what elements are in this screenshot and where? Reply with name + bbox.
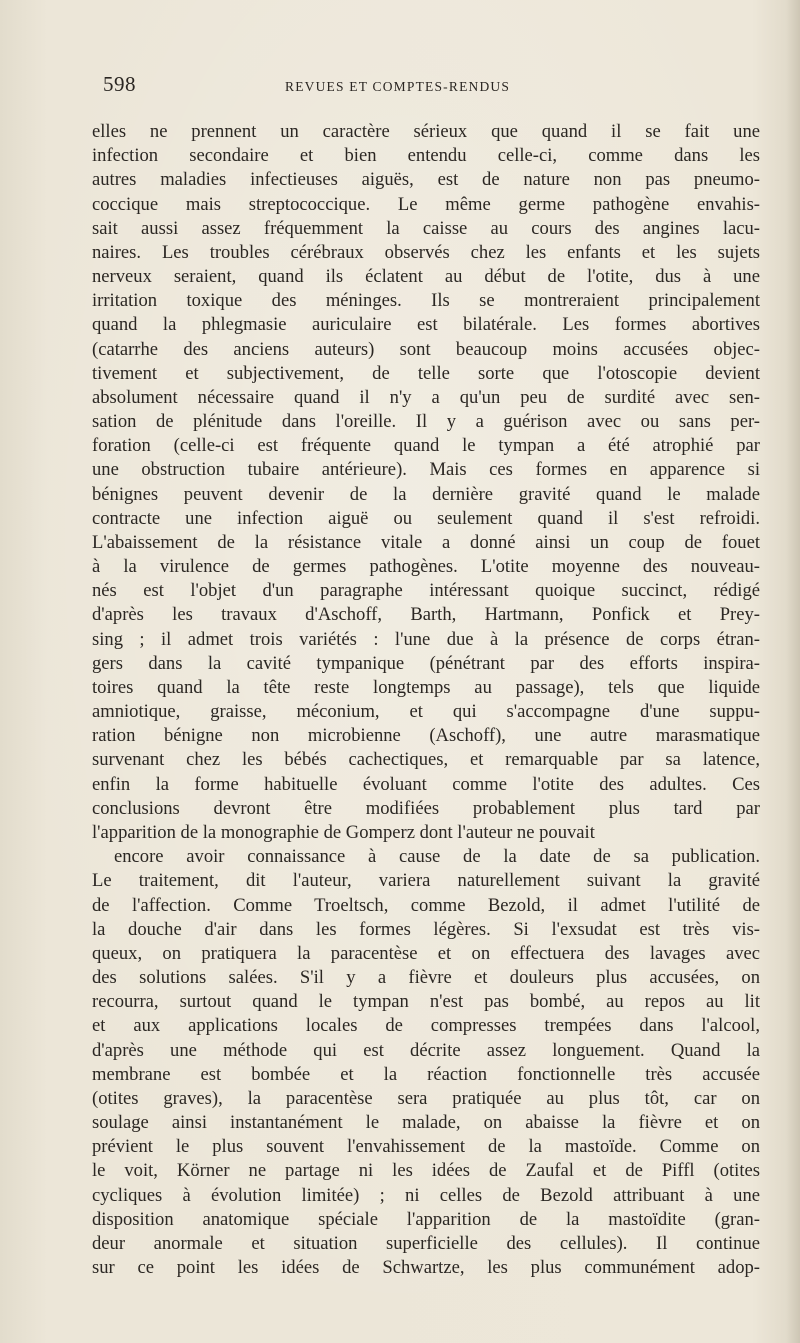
text-line: sing ; il admet trois variétés : l'une due à la présence de corps étran- bbox=[92, 628, 760, 650]
text-line: autres maladies infectieuses aiguës, est de nature non pas pneumo- bbox=[92, 169, 760, 191]
text-line: survenant chez les bébés cachectiques, et remarquable par sa latence, bbox=[92, 749, 760, 771]
body-text bbox=[92, 120, 760, 1280]
text-line: absolument nécessaire quand il n'y a qu'un peu de surdité avec sen- bbox=[92, 386, 760, 408]
text-line: quand la phlegmasie auriculaire est bilatérale. Les formes abortives bbox=[92, 314, 760, 336]
text-line: enfin la forme habituelle évoluant comme l'otite des adultes. Ces bbox=[92, 773, 760, 795]
text-line: contracte une infection aiguë ou seulement quand il s'est refroidi. bbox=[92, 507, 760, 529]
text-line: tivement et subjectivement, de telle sorte que l'otoscopie devient bbox=[92, 362, 760, 384]
page-edge-shadow bbox=[786, 0, 800, 1343]
text-line: d'après les travaux d'Aschoff, Barth, Hartmann, Ponfick et Prey- bbox=[92, 604, 760, 626]
text-line: encore avoir connaissance à cause de la date de sa publication. bbox=[114, 846, 760, 868]
text-line: conclusions devront être modifiées probablement plus tard par bbox=[92, 797, 760, 819]
text-line: queux, on pratiquera la paracentèse et on effectuera des lavages avec bbox=[92, 942, 760, 964]
text-line: (catarrhe des anciens auteurs) sont beaucoup moins accusées objec- bbox=[92, 338, 760, 360]
text-line: de l'affection. Comme Troeltsch, comme Bezold, il admet l'utilité de bbox=[92, 894, 760, 916]
page-header bbox=[103, 72, 703, 102]
text-line: nerveux seraient, quand ils éclatent au début de l'otite, dus à une bbox=[92, 266, 760, 288]
text-line: prévient le plus souvent l'envahissement de la mastoïde. Comme on bbox=[92, 1136, 760, 1158]
text-line: bénignes peuvent devenir de la dernière gravité quand le malade bbox=[92, 483, 760, 505]
text-line: elles ne prennent un caractère sérieux que quand il se fait une bbox=[92, 121, 760, 142]
text-line: toires quand la tête reste longtemps au passage), tels que liquide bbox=[92, 676, 760, 698]
text-line: (otites graves), la paracentèse sera pratiquée au plus tôt, car on bbox=[92, 1087, 760, 1109]
text-line: irritation toxique des méninges. Ils se montreraient principalement bbox=[92, 290, 760, 312]
text-line: membrane est bombée et la réaction fonctionnelle très accusée bbox=[92, 1063, 760, 1085]
text-line: cycliques à évolution limitée) ; ni celles de Bezold attribuant à une bbox=[92, 1184, 760, 1206]
text-line: L'abaissement de la résistance vitale a donné ainsi un coup de fouet bbox=[92, 531, 760, 553]
text-line: sation de plénitude dans l'oreille. Il y a guérison avec ou sans per- bbox=[92, 411, 760, 433]
text-line: amniotique, graisse, méconium, et qui s'accompagne d'une suppu- bbox=[92, 701, 760, 723]
text-line: Le traitement, dit l'auteur, variera naturellement suivant la gravité bbox=[92, 870, 760, 892]
text-line: le voit, Körner ne partage ni les idées de Zaufal et de Piffl (otites bbox=[92, 1160, 760, 1182]
text-line: gers dans la cavité tympanique (pénétrant par des efforts inspira- bbox=[92, 652, 760, 674]
text-line: des solutions salées. S'il y a fièvre et douleurs plus accusées, on bbox=[92, 967, 760, 989]
text-line: deur anormale et situation superficielle des cellules). Il continue bbox=[92, 1232, 760, 1254]
text-line: recourra, surtout quand le tympan n'est pas bombé, au repos au lit bbox=[92, 991, 760, 1013]
text-line: coccique mais streptococcique. Le même germe pathogène envahis- bbox=[92, 193, 760, 215]
text-line: à la virulence de germes pathogènes. L'otite moyenne des nouveau- bbox=[92, 556, 760, 578]
text-line: foration (celle-ci est fréquente quand le tympan a été atrophié par bbox=[92, 435, 760, 457]
text-line: ration bénigne non microbienne (Aschoff), une autre marasmatique bbox=[92, 725, 760, 747]
running-head: REVUES ET COMPTES-RENDUS bbox=[285, 79, 511, 94]
text-line: soulage ainsi instantanément le malade, on abaisse la fièvre et on bbox=[92, 1112, 760, 1134]
text-line: l'apparition de la monographie de Gomperz dont l'auteur ne pouvait bbox=[92, 821, 595, 843]
text-line: naires. Les troubles cérébraux observés chez les enfants et les sujets bbox=[92, 241, 760, 263]
text-line: d'après une méthode qui est décrite assez longuement. Quand la bbox=[92, 1039, 760, 1061]
text-line: la douche d'air dans les formes légères. Si l'exsudat est très vis- bbox=[92, 918, 760, 940]
text-line: et aux applications locales de compresses trempées dans l'alcool, bbox=[92, 1015, 760, 1037]
text-line: nés est l'objet d'un paragraphe intéressant quoique succinct, rédigé bbox=[92, 580, 760, 602]
text-line: infection secondaire et bien entendu celle-ci, comme dans les bbox=[92, 145, 760, 167]
page-number: 598 bbox=[103, 72, 136, 96]
text-line: une obstruction tubaire antérieure). Mais ces formes en apparence si bbox=[92, 459, 760, 481]
text-line: sait aussi assez fréquemment la caisse au cours des angines lacu- bbox=[92, 217, 760, 239]
text-line: sur ce point les idées de Schwartze, les plus communément adop- bbox=[92, 1257, 760, 1279]
text-line: disposition anatomique spéciale l'apparition de la mastoïdite (gran- bbox=[92, 1208, 760, 1230]
